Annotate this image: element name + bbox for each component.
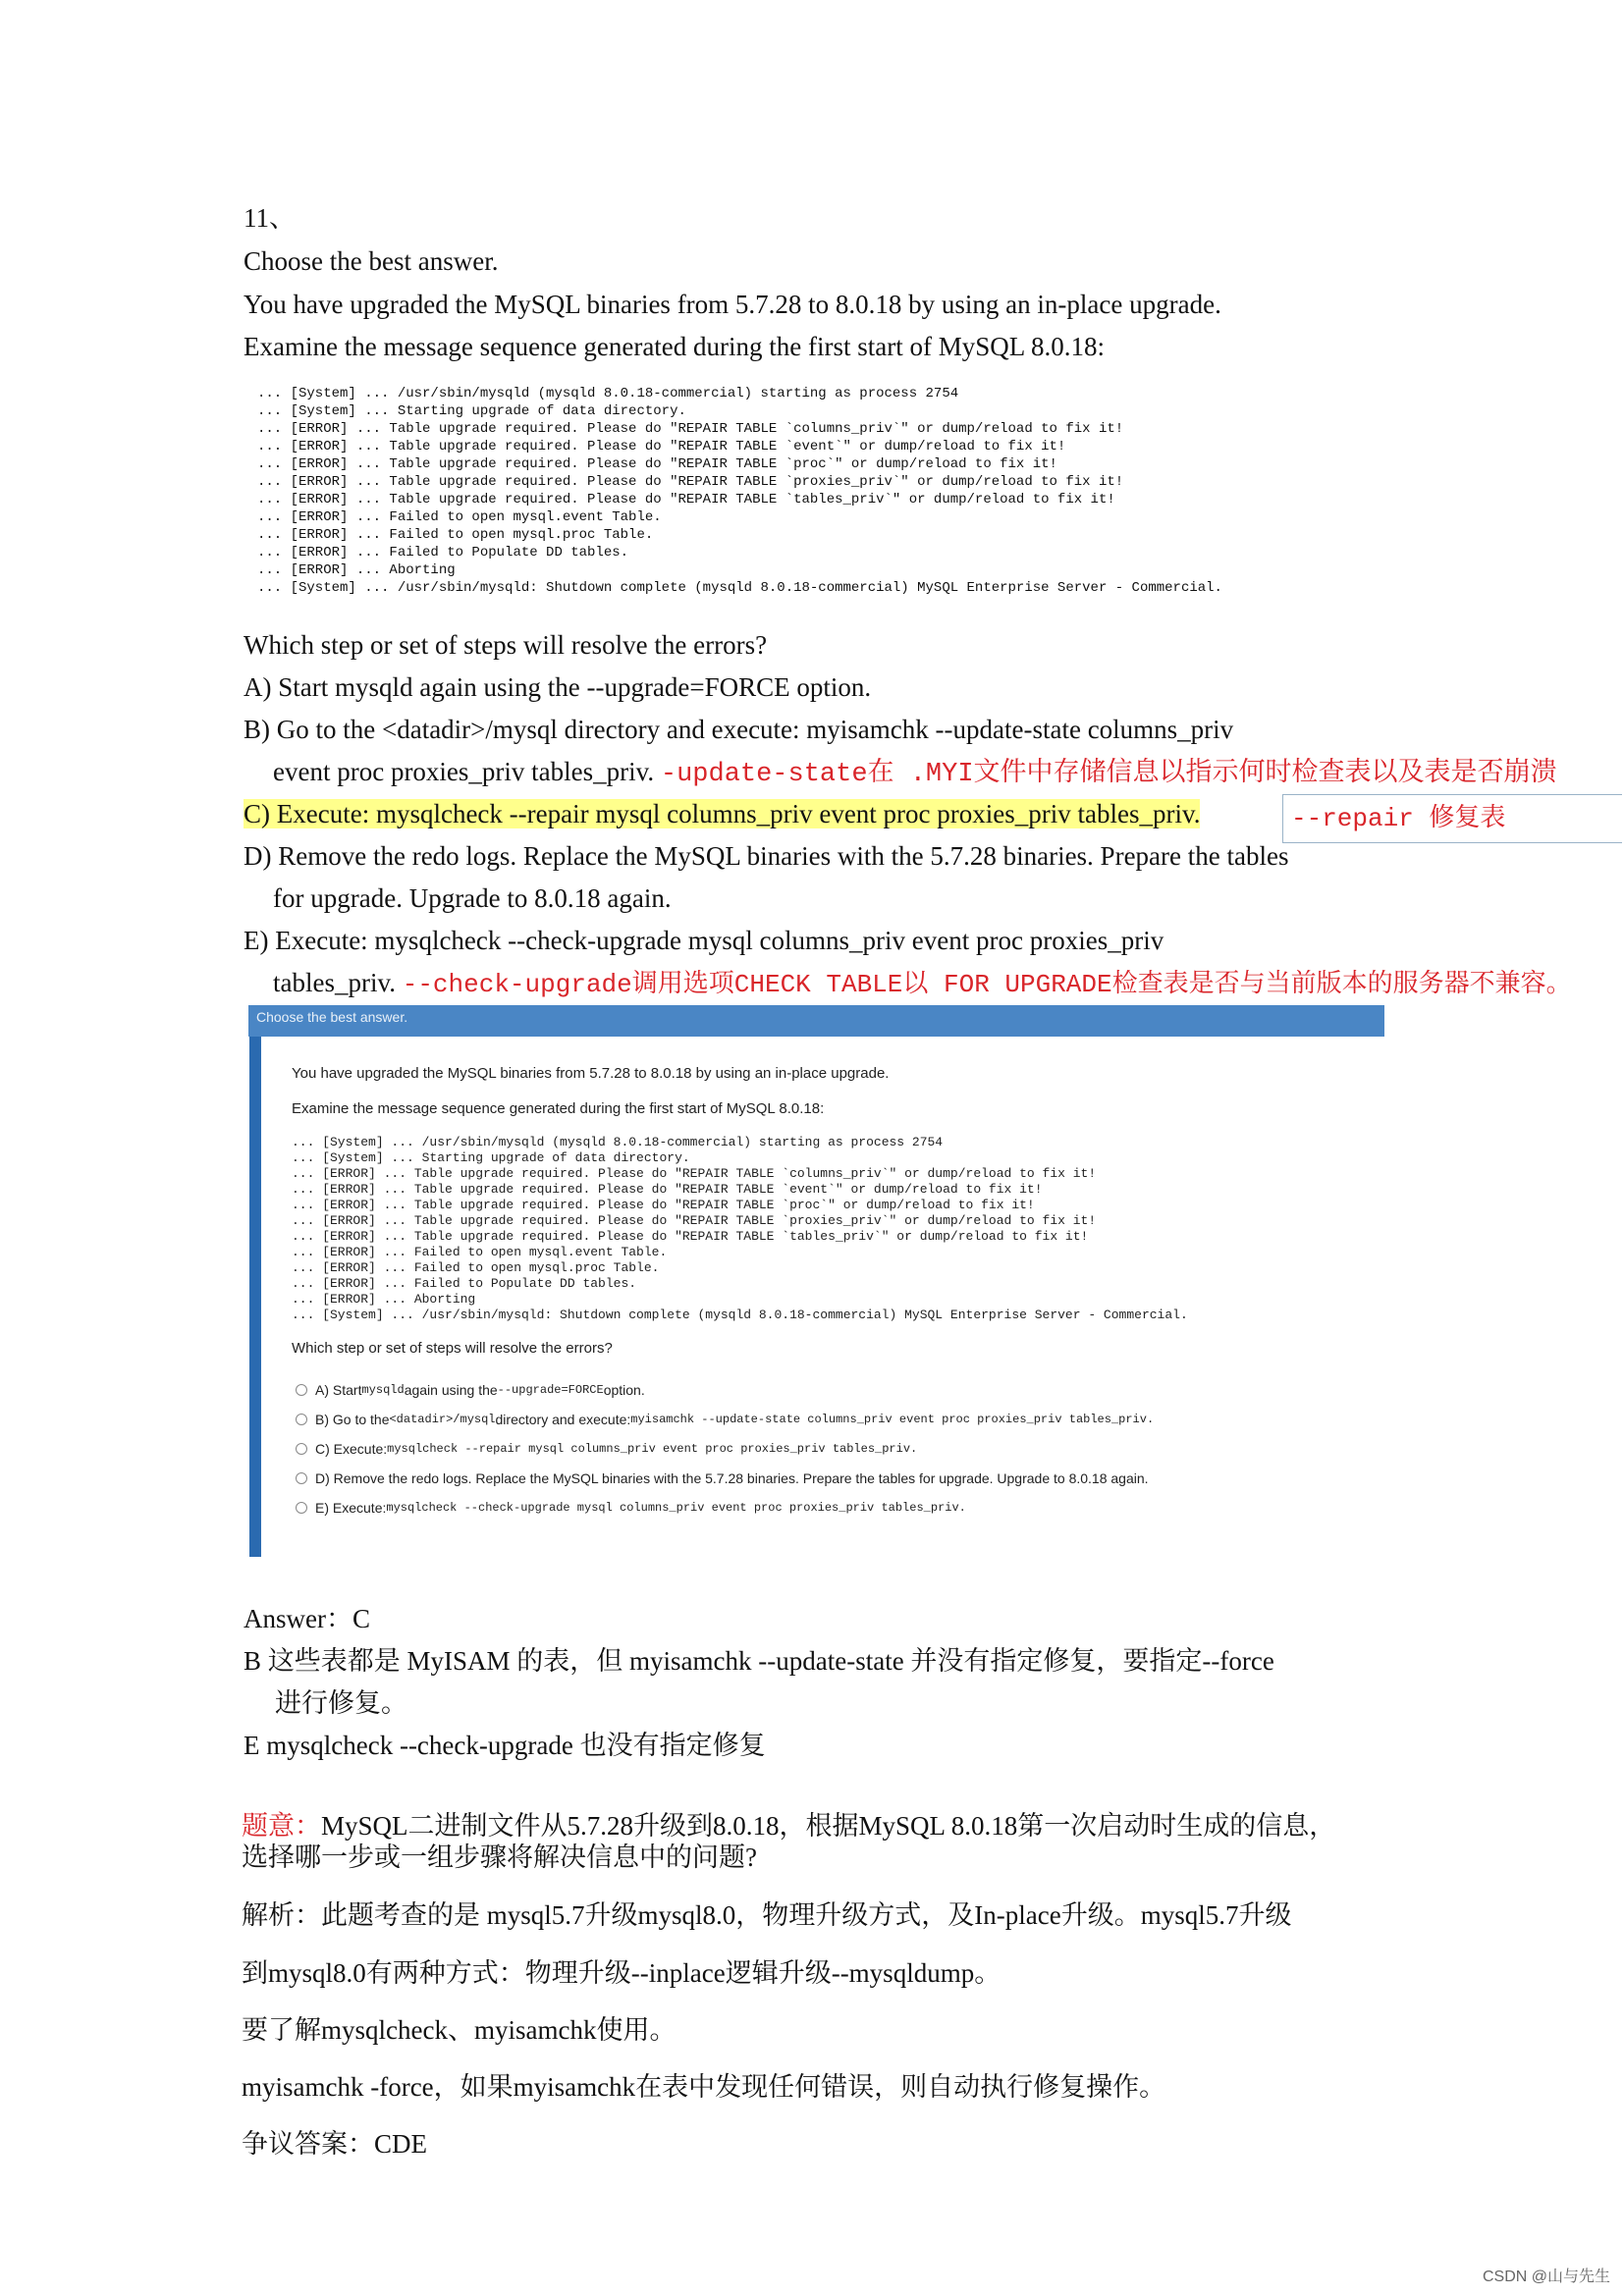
question-number: 11、	[244, 203, 296, 233]
opt-a-code2: --upgrade=FORCE	[497, 1383, 604, 1397]
screenshot-option-c[interactable]	[296, 1440, 917, 1458]
option-e-note: --check-upgrade调用选项CHECK TABLE以 FOR UPGRADE检查表是否与当前版本的服务器不兼容。	[402, 970, 1572, 999]
opt-a-text1: A) Start	[315, 1382, 362, 1398]
opt-b-text2: directory and execute:	[495, 1412, 631, 1427]
opt-b-text1: B) Go to the	[315, 1412, 390, 1427]
footer-watermark: CSDN @山与先生	[1482, 2269, 1610, 2285]
radio-icon[interactable]	[296, 1414, 307, 1425]
option-e-line1: E) Execute: mysqlcheck --check-upgrade mysql columns_priv event proc proxies_priv	[244, 926, 1164, 955]
question-prompt: Which step or set of steps will resolve the errors?	[244, 630, 768, 660]
option-e-line2	[273, 966, 1572, 1001]
screenshot-prompt: Which step or set of steps will resolve the errors?	[292, 1340, 613, 1357]
meaning-label: 题意：	[242, 1811, 321, 1841]
opt-a-text3: option.	[603, 1382, 645, 1398]
analysis-line1: 解析：此题考查的是 mysql5.7升级mysql8.0，物理升级方式，及In-place升级。mysql5.7升级	[242, 1900, 1292, 1930]
answer-e: E mysqlcheck --check-upgrade 也没有指定修复	[244, 1731, 766, 1760]
opt-c-code1: mysqlcheck --repair mysql columns_priv event proc proxies_priv tables_priv.	[387, 1442, 918, 1456]
option-b-line2	[273, 755, 1557, 791]
option-a: A) Start mysqld again using the --upgrade=FORCE option.	[244, 672, 872, 702]
option-c-text: C) Execute: mysqlcheck --repair mysql columns_priv event proc proxies_priv tables_priv.	[244, 799, 1201, 828]
option-c	[244, 797, 1200, 830]
answer-b-line2: 进行修复。	[275, 1688, 407, 1718]
meaning-line2: 选择哪一步或一组步骤将解决信息中的问题?	[242, 1842, 757, 1872]
option-c-note: --repair 修复表	[1282, 794, 1622, 843]
opt-a-text2: again using the	[404, 1382, 498, 1398]
screenshot-intro: You have upgraded the MySQL binaries from 5.7.28 to 8.0.18 by using an in-place upgrade.	[292, 1065, 890, 1082]
tools-line: 要了解mysqlcheck、myisamchk使用。	[242, 2015, 677, 2045]
screenshot-accent-bar	[249, 1037, 261, 1557]
option-d-line1: D) Remove the redo logs. Replace the MySQL binaries with the 5.7.28 binaries. Prepare the tables	[244, 841, 1289, 871]
screenshot-examine: Examine the message sequence generated during the first start of MySQL 8.0.18:	[292, 1100, 825, 1117]
opt-e-code1: mysqlcheck --check-upgrade mysql columns_priv event proc proxies_priv tables_priv.	[386, 1501, 966, 1515]
opt-e-text1: E) Execute:	[315, 1500, 387, 1516]
meaning-text: MySQL二进制文件从5.7.28升级到8.0.18，根据MySQL 8.0.18第一次启动时生成的信息，	[321, 1811, 1336, 1841]
radio-icon[interactable]	[296, 1502, 307, 1514]
question-examine: Examine the message sequence generated during the first start of MySQL 8.0.18:	[244, 332, 1105, 361]
question-instruction: Choose the best answer.	[244, 246, 499, 276]
screenshot-log: ... [System] ... /usr/sbin/mysqld (mysqld 8.0.18-commercial) starting as process 2754 ... [System] ... Starting upgrade of data directory. ... [ERROR] ... Table upgrade required. Please do "REPAIR TABLE `columns_priv`" or dump/reload to fix it! ... [ERROR] ... Table upgrade required. Please do "REPAIR TABLE `event`" or dump/reload to fix it! ... [ERROR] ... Table upgrade required. Please do "REPAIR TABLE `proc`" or dump/reload to fix it! ... [ERROR] ... Table upgrade required. Please do "REPAIR TABLE `proxies_priv`" or dump/reload to fix it! ... [ERROR] ... Table upgrade required. Please do "REPAIR TABLE `tables_priv`" or dump/reload to fix it! ... [ERROR] ... Failed to open mysql.event Table. ... [ERROR] ... Failed to open mysql.proc Table. ... [ERROR] ... Failed to Populate DD tables. ... [ERROR] ... Aborting ... [System] ... /usr/sbin/mysqld: Shutdown complete (mysqld 8.0.18-commercial) MySQL Enterprise Server - Commercial.	[292, 1135, 1188, 1322]
screenshot-option-e[interactable]	[296, 1499, 966, 1517]
opt-b-code1: <datadir>/mysql	[389, 1413, 496, 1426]
meaning-line1	[242, 1809, 1335, 1842]
screenshot-option-d[interactable]	[296, 1469, 1149, 1487]
screenshot-option-a[interactable]	[296, 1381, 645, 1399]
answer-b-line1: B 这些表都是 MyISAM 的表，但 myisamchk --update-state 并没有指定修复，要指定--force	[244, 1646, 1274, 1676]
radio-icon[interactable]	[296, 1443, 307, 1455]
radio-icon[interactable]	[296, 1472, 307, 1484]
question-intro: You have upgraded the MySQL binaries from 5.7.28 to 8.0.18 by using an in-place upgrade.	[244, 290, 1221, 319]
opt-b-code2: myisamchk --update-state columns_priv event proc proxies_priv tables_priv.	[630, 1413, 1155, 1426]
screenshot-option-b[interactable]	[296, 1411, 1154, 1428]
radio-icon[interactable]	[296, 1384, 307, 1396]
opt-c-text1: C) Execute:	[315, 1441, 388, 1457]
screenshot-header: Choose the best answer.	[248, 1005, 1384, 1037]
option-d-line2: for upgrade. Upgrade to 8.0.18 again.	[273, 883, 672, 913]
answer-line: Answer：C	[244, 1604, 370, 1633]
option-b-note: -update-state在 .MYI文件中存储信息以指示何时检查表以及表是否崩溃	[660, 760, 1557, 789]
opt-d-text1: D) Remove the redo logs. Replace the MySQL binaries with the 5.7.28 binaries. Prepare the tables for upgrade. Upgrade to 8.0.18 again.	[315, 1470, 1149, 1486]
exam-screenshot	[248, 1005, 1384, 1557]
error-log: ... [System] ... /usr/sbin/mysqld (mysqld 8.0.18-commercial) starting as process 2754 ... [System] ... Starting upgrade of data directory. ... [ERROR] ... Table upgrade required. Please do "REPAIR TABLE `columns_priv`" or dump/reload to fix it! ... [ERROR] ... Table upgrade required. Please do "REPAIR TABLE `event`" or dump/reload to fix it! ... [ERROR] ... Table upgrade required. Please do "REPAIR TABLE `proc`" or dump/reload to fix it! ... [ERROR] ... Table upgrade required. Please do "REPAIR TABLE `proxies_priv`" or dump/reload to fix it! ... [ERROR] ... Table upgrade required. Please do "REPAIR TABLE `tables_priv`" or dump/reload to fix it! ... [ERROR] ... Failed to open mysql.event Table. ... [ERROR] ... Failed to open mysql.proc Table. ... [ERROR] ... Failed to Populate DD tables. ... [ERROR] ... Aborting ... [System] ... /usr/sbin/mysqld: Shutdown complete (mysqld 8.0.18-commercial) MySQL Enterprise Server - Commercial.	[257, 386, 1222, 596]
option-b-text: event proc proxies_priv tables_priv.	[273, 757, 655, 786]
option-b-line1: B) Go to the <datadir>/mysql directory and execute: myisamchk --update-state columns_priv	[244, 715, 1234, 744]
opt-a-code1: mysqld	[361, 1383, 405, 1397]
option-e-text: tables_priv.	[273, 968, 396, 997]
analysis-line2: 到mysql8.0有两种方式：物理升级--inplace逻辑升级--mysqldump。	[242, 1958, 1001, 1988]
disputed-answer: 争议答案：CDE	[242, 2129, 427, 2159]
force-line: myisamchk -force，如果myisamchk在表中发现任何错误，则自动执行修复操作。	[242, 2072, 1166, 2102]
